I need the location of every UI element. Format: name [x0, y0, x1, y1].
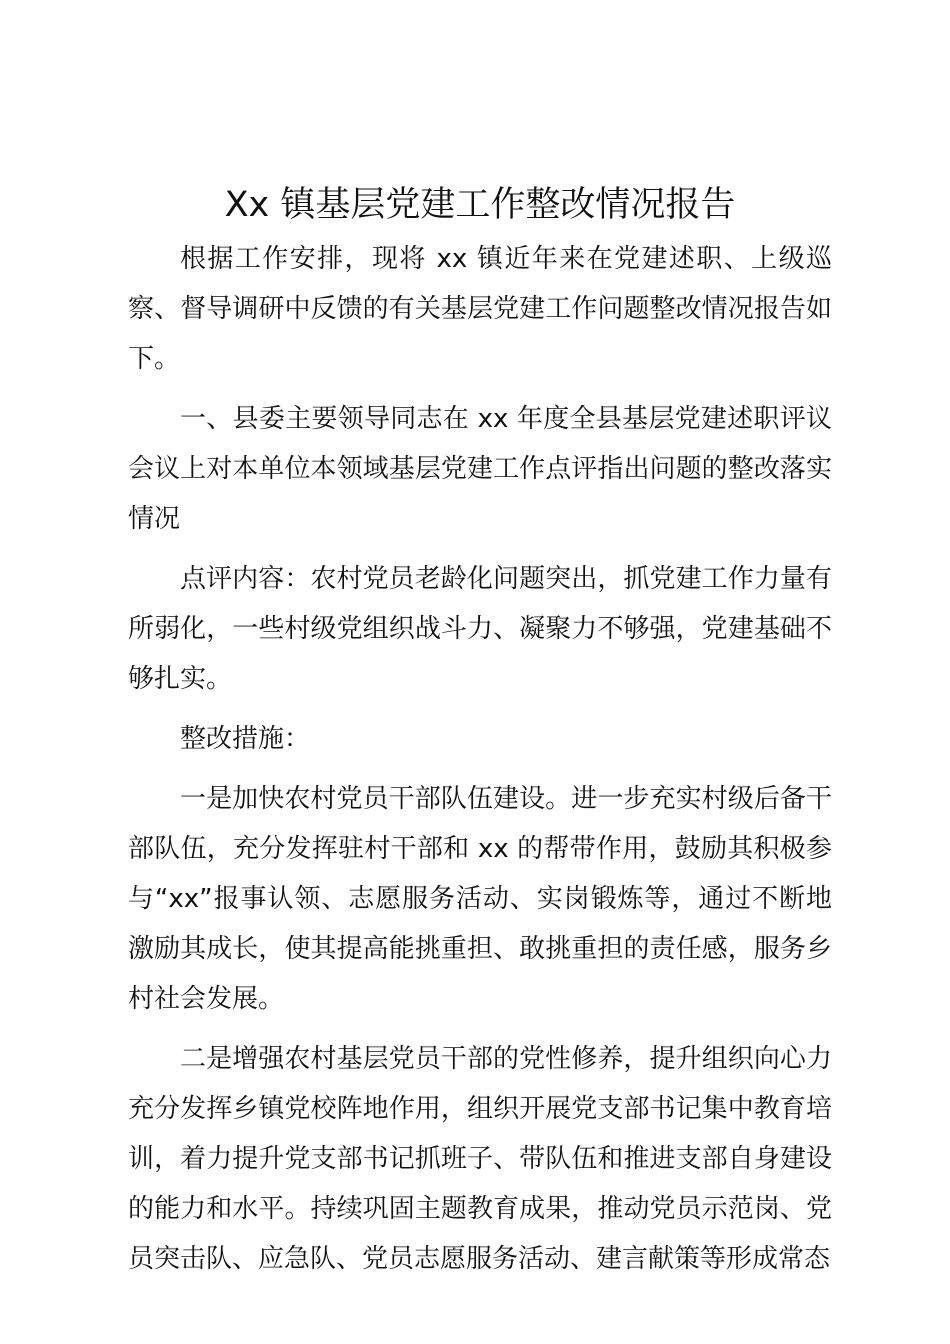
paragraph-section-one-heading: 一、县委主要领导同志在 xx 年度全县基层党建述职评议会议上对本单位本领域基层党建工作点评指出问题的整改落实情况: [128, 404, 832, 534]
paragraph-measure-one: 一是加快农村党员干部队伍建设。进一步充实村级后备干部队伍，充分发挥驻村干部和 xx 的帮带作用，鼓励其积极参与“xx”报事认领、志愿服务活动、实岗锻炼等，通过不断地激励其成长，使其提高能挑重担、敢挑重担的责任感，服务乡村社会发展。: [128, 784, 832, 1014]
paragraph-measure-two: 二是增强农村基层党员干部的党性修养，提升组织向心力充分发挥乡镇党校阵地作用，组织开展党支部书记集中教育培训，着力提升党支部书记抓班子、带队伍和推进支部自身建设的能力和水平。持续巩固主题教育成果，推动党员示范岗、党员突击队、应急队、党员志愿服务活动、建言献策等形成常态: [128, 1044, 832, 1274]
document-title: Xx 镇基层党建工作整改情况报告: [224, 185, 736, 225]
paragraph-measures-heading: 整改措施：: [180, 724, 311, 754]
paragraph-intro: 根据工作安排，现将 xx 镇近年来在党建述职、上级巡察、督导调研中反馈的有关基层党建工作问题整改情况报告如下。: [128, 244, 832, 374]
paragraph-review-content: 点评内容：农村党员老龄化问题突出，抓党建工作力量有所弱化，一些村级党组织战斗力、凝聚力不够强，党建基础不够扎实。: [128, 564, 832, 694]
document-page: [128, 182, 832, 1294]
